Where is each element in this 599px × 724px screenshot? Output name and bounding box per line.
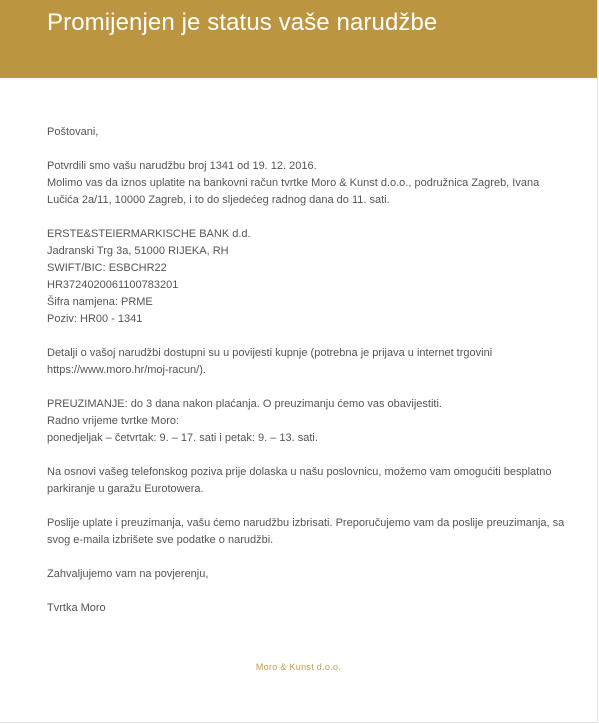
bank-reference: Poziv: HR00 - 1341	[47, 313, 143, 325]
order-confirmation-line: Potvrdili smo vašu narudžbu broj 1341 od 19. 12. 2016.	[47, 160, 317, 172]
payment-instruction-line: Molimo vas da iznos uplatite na bankovni račun tvrtke Moro & Kunst d.o.o., podružnica Zagreb, Ivana	[47, 177, 540, 189]
email-footer: Moro & Kunst d.o.o.	[255, 662, 342, 672]
payment-deadline-line: Lučića 2a/11, 10000 Zagreb, i to do sljedećeg radnog dana do 11. sati.	[47, 194, 390, 206]
order-confirmation-paragraph	[47, 158, 567, 209]
email-body	[47, 124, 567, 634]
deletion-paragraph	[47, 515, 567, 549]
order-details-paragraph	[47, 345, 567, 379]
working-hours: ponedjeljak – četvrtak: 9. – 17. sati i petak: 9. – 13. sati.	[47, 432, 318, 444]
bank-purpose-code: Šifra namjena: PRME	[47, 296, 153, 308]
deletion-line-1: Poslije uplate i preuzimanja, vašu ćemo narudžbu izbrisati. Preporučujemo vam da poslije preuzimanja, sa	[47, 517, 565, 529]
email-title: Promijenjen je status vaše narudžbe	[47, 9, 438, 36]
parking-paragraph	[47, 464, 567, 498]
bank-swift: SWIFT/BIC: ESBCHR22	[47, 262, 167, 274]
pickup-info: PREUZIMANJE: do 3 dana nakon plaćanja. O preuzimanju ćemo vas obavijestiti.	[47, 398, 442, 410]
order-details-line: Detalji o vašoj narudžbi dostupni su u povijesti kupnje (potrebna je prijava u internet trgovini	[47, 347, 493, 359]
deletion-line-2: svog e-maila izbrišete sve podatke o narudžbi.	[47, 534, 274, 546]
pickup-paragraph	[47, 396, 567, 447]
bank-name: ERSTE&STEIERMARKISCHE BANK d.d.	[47, 228, 251, 240]
order-details-url: https://www.moro.hr/moj-racun/).	[47, 364, 206, 376]
bank-address: Jadranski Trg 3a, 51000 RIJEKA, RH	[47, 245, 229, 257]
bank-details	[47, 226, 567, 328]
thanks-line: Zahvaljujemo vam na povjerenju,	[47, 568, 209, 580]
signature: Tvrtka Moro	[47, 602, 106, 614]
parking-line-1: Na osnovi vašeg telefonskog poziva prije dolaska u našu poslovnicu, možemo vam omogućiti besplatno	[47, 466, 552, 478]
greeting: Poštovani,	[47, 126, 99, 138]
working-hours-label: Radno vrijeme tvrtke Moro:	[47, 415, 180, 427]
email-header	[0, 0, 597, 78]
parking-line-2: parkiranje u garažu Eurotowera.	[47, 483, 204, 495]
bank-iban: HR3724020061100783201	[47, 279, 179, 291]
